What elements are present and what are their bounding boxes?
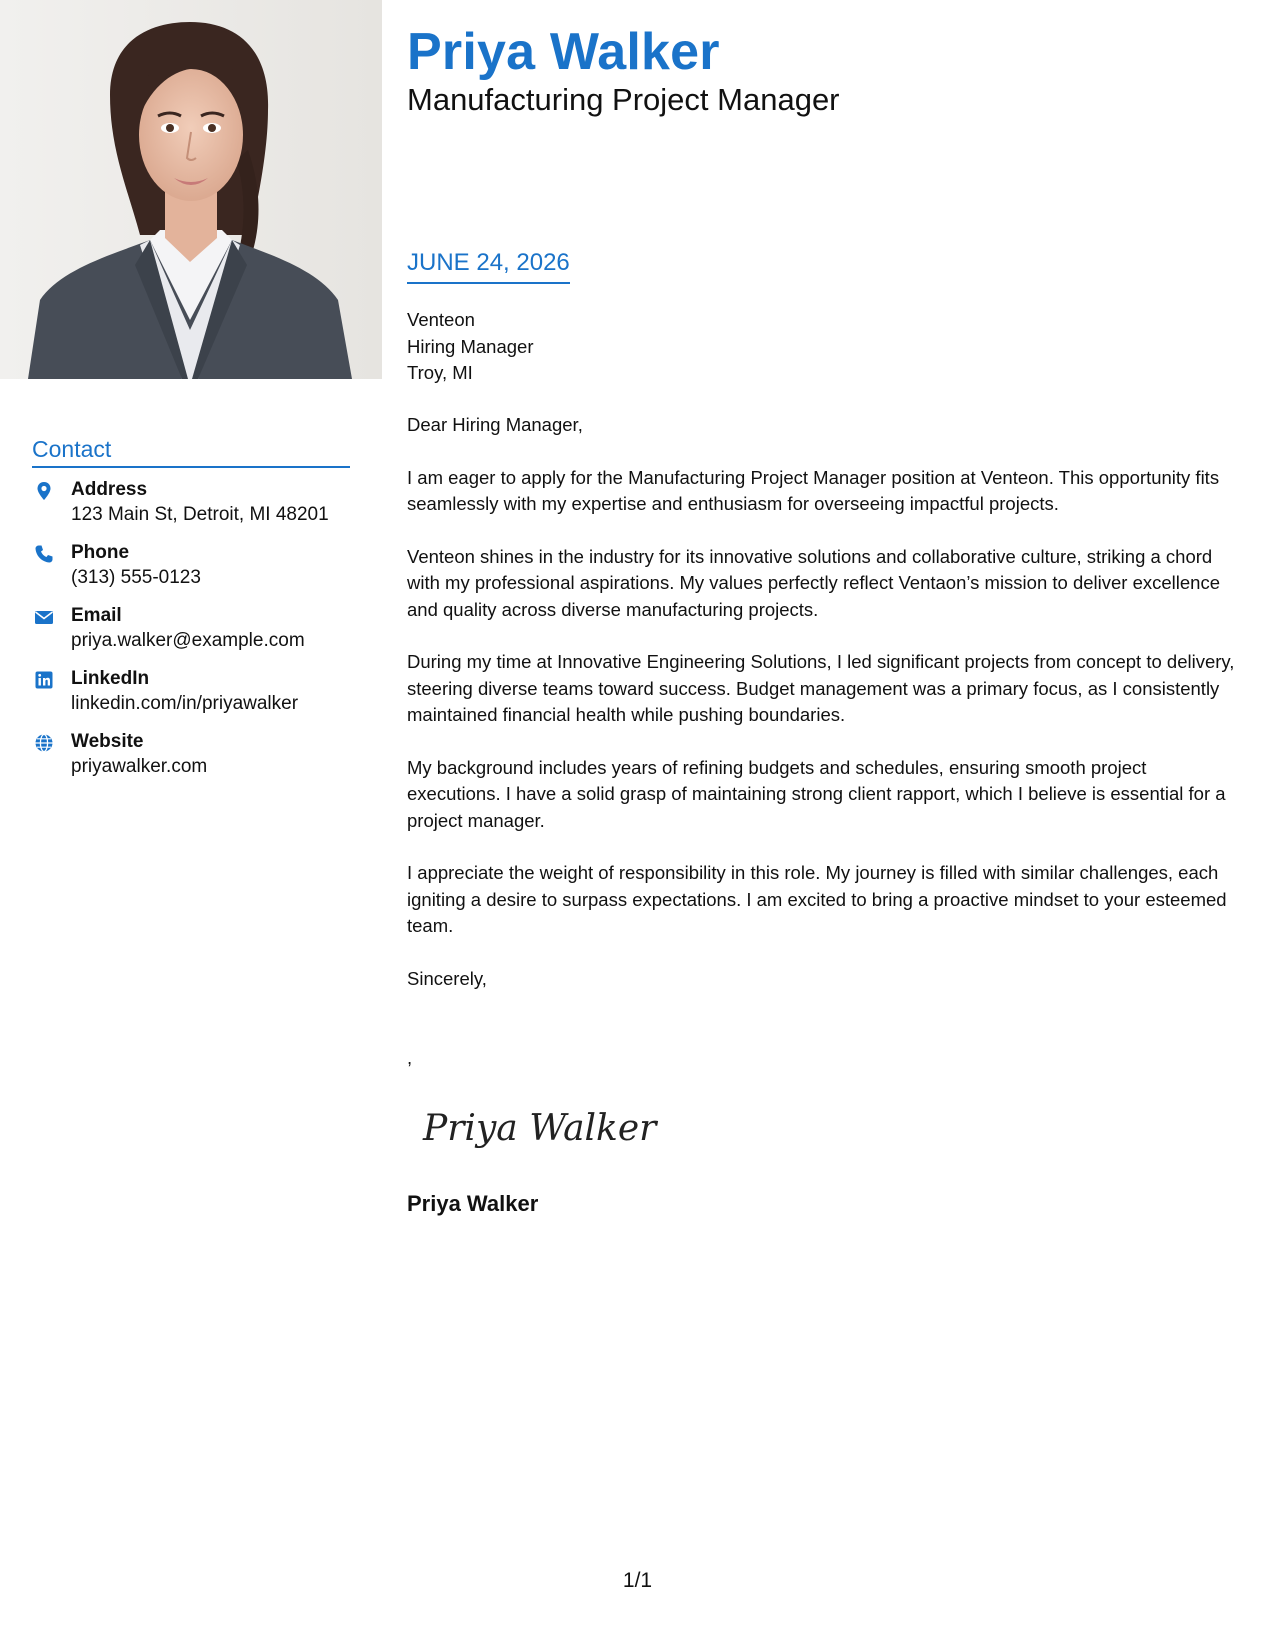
recipient-role: Hiring Manager [407,335,534,357]
contact-phone [32,541,362,604]
job-title: Manufacturing Project Manager [407,82,840,117]
recipient-block [407,307,533,387]
contact-label: Address [71,479,148,500]
recipient-location: Troy, MI [407,362,473,383]
contact-email [32,604,362,667]
linkedin-value: linkedin.com/in/priyawalker [71,693,299,714]
sidebar [0,0,382,1650]
letter-date: JUNE 24, 2026 [407,249,570,284]
paragraph: I appreciate the weight of responsibility in this role. My journey is filled with similar challenges, each igniting a desire to surpass expectations. I am excited to bring a proactive mindset to your esteemed team. [407,862,1227,936]
phone-value: (313) 555-0123 [71,567,201,588]
salutation: Dear Hiring Manager, [407,414,583,435]
paragraph: Venteon shines in the industry for its innovative solutions and collaborative culture, striking a chord with my professional aspirations. My values perfectly reflect Ventaon’s mission to deliver excellence and quality across diverse manufacturing projects. [407,545,1221,620]
linkedin-icon [34,670,54,690]
email-value: priya.walker@example.com [71,630,305,651]
envelope-icon [34,607,54,627]
contact-label: Email [71,605,122,626]
page-number: 1/1 [622,1569,653,1592]
contact-label: LinkedIn [71,668,150,689]
signature-text: Priya Walker [423,1108,657,1149]
contact-heading: Contact [32,436,350,468]
handwritten-signature [419,1098,659,1163]
address-value: 123 Main St, Detroit, MI 48201 [71,504,329,525]
website-value: priyawalker.com [71,756,208,777]
paragraph: During my time at Innovative Engineering Solutions, I led significant projects from concept to delivery, steering diverse teams toward success. Budget management was a primary focus, as I consistently maintained financial health while pushing boundaries. [407,651,1235,725]
recipient-company: Venteon [407,309,475,330]
profile-photo [0,0,382,379]
map-pin-icon [34,481,54,501]
contact-list [32,478,362,793]
paragraph: My background includes years of refining budgets and schedules, ensuring smooth project executions. I have a solid grasp of maintaining strong client rapport, which I believe is essential for a project manager. [407,756,1226,831]
signed-name: Priya Walker [407,1191,539,1216]
globe-icon [34,733,54,753]
contact-address [32,478,362,541]
phone-icon [34,544,54,564]
letter-body [407,412,1245,1018]
contact-linkedin [32,667,362,730]
paragraph: I am eager to apply for the Manufacturing Project Manager position at Venteon. This opportunity fits seamlessly with my expertise and enthusiasm for overseeing impactful projects. [407,466,1220,514]
comma-line: , [407,1047,413,1068]
closing: Sincerely, [407,967,487,989]
contact-label: Website [71,731,144,752]
contact-label: Phone [71,542,130,563]
applicant-name: Priya Walker [407,23,720,81]
contact-website [32,730,362,793]
